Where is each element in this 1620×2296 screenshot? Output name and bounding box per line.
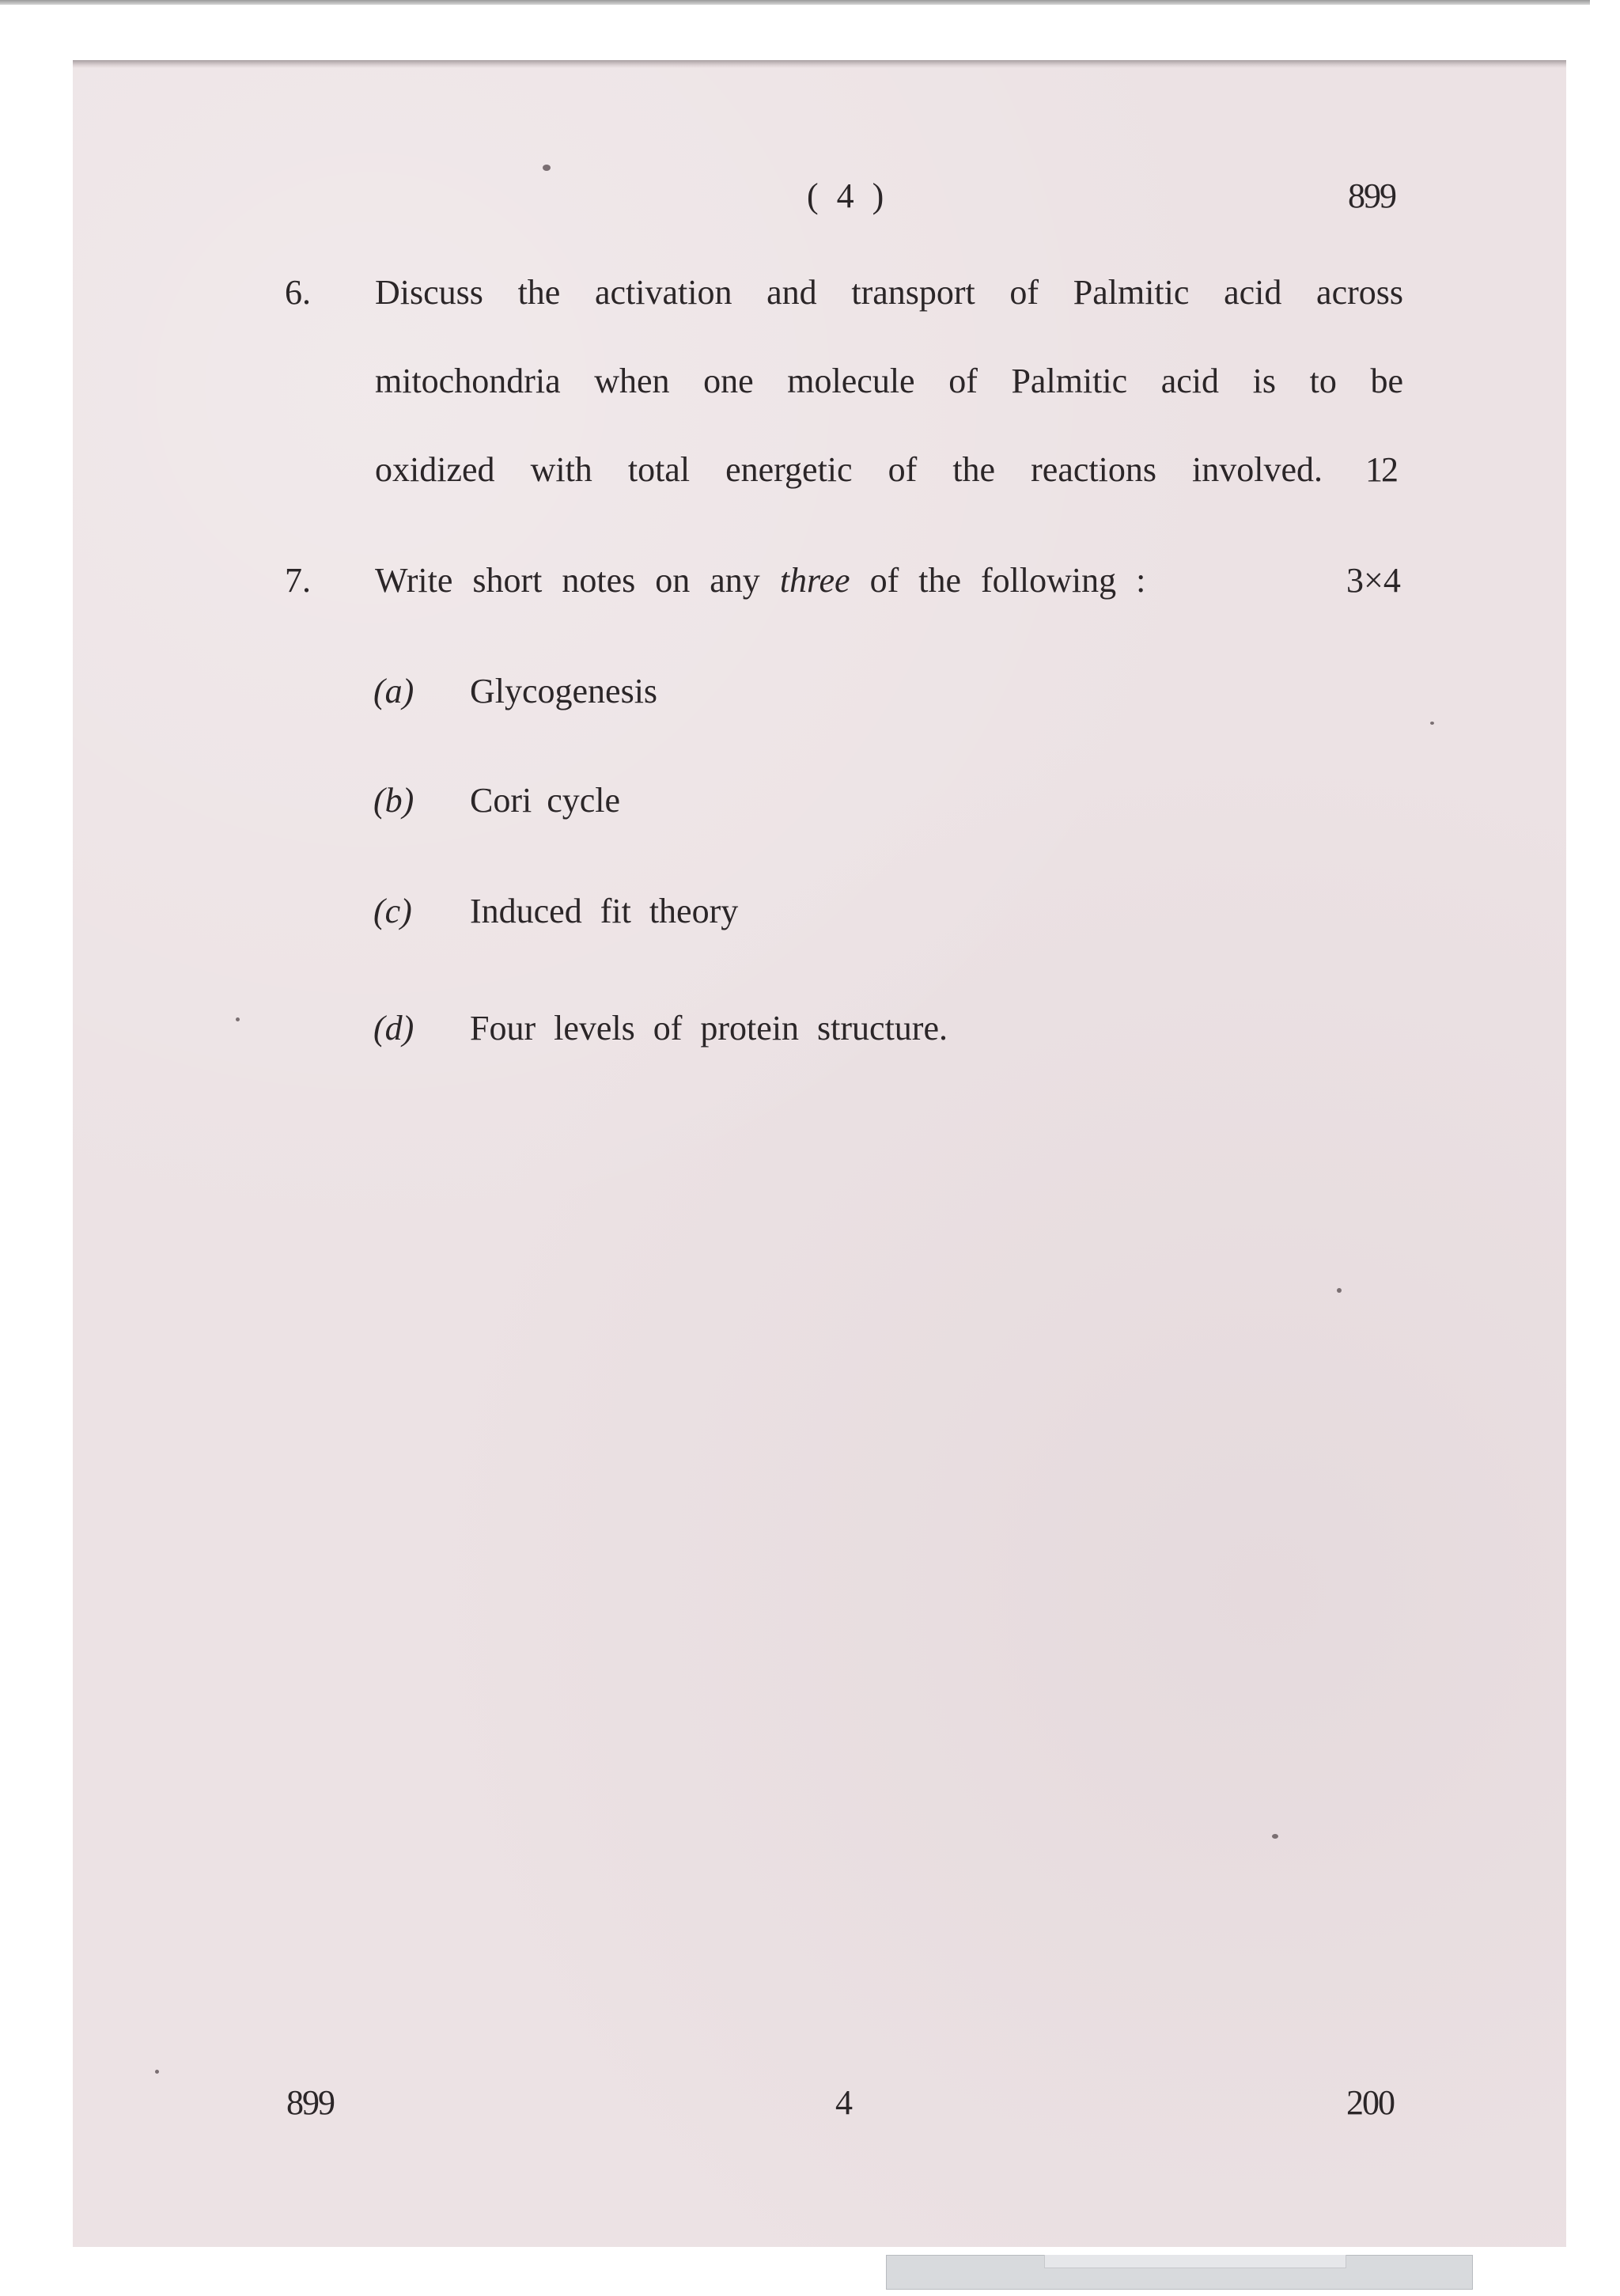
question-7-stem (375, 563, 1145, 598)
question-6-line-2: mitochondria when one molecule of Palmitic acid is to be (375, 362, 1403, 400)
page-marker: ( 4 ) (807, 176, 889, 215)
page-top-edge (73, 60, 1566, 68)
question-6-marks: 12 (1365, 450, 1397, 489)
option-a-text: Glycogenesis (470, 672, 658, 710)
footer-page-number: 4 (835, 2083, 853, 2122)
option-c-label: (c) (373, 892, 412, 930)
question-7-number: 7. (285, 561, 311, 600)
scan-speck (1430, 722, 1434, 725)
scan-speck (236, 1017, 240, 1021)
scan-speck (543, 165, 551, 171)
header-paper-code: 899 (1348, 176, 1395, 215)
question-7-stem-after: of the following : (869, 561, 1146, 600)
question-6-line-3: oxidized with total energetic of the reactions involved. (375, 450, 1323, 489)
footer-copies: 200 (1346, 2083, 1394, 2122)
question-6-number: 6. (285, 273, 311, 312)
scan-speck (155, 2070, 159, 2074)
option-d-text: Four levels of protein structure. (470, 1009, 948, 1048)
option-d-label: (d) (373, 1009, 414, 1048)
question-7-stem-before: Write short notes on any (375, 561, 760, 600)
scan-speck (1272, 1834, 1278, 1839)
option-a-label: (a) (373, 672, 414, 710)
footer-paper-code: 899 (286, 2083, 334, 2122)
option-c-text: Induced fit theory (470, 892, 739, 930)
scan-bottom-strip-inner (1044, 2255, 1346, 2268)
question-7-stem-emphasis: three (779, 561, 850, 600)
question-7-marks: 3×4 (1346, 561, 1401, 600)
option-b-text: Cori cycle (470, 781, 621, 820)
scan-top-rule (0, 0, 1590, 5)
question-6-line-1: Discuss the activation and transport of Palmitic acid across (375, 273, 1403, 312)
scan-speck (1337, 1288, 1342, 1293)
option-b-label: (b) (373, 781, 414, 820)
